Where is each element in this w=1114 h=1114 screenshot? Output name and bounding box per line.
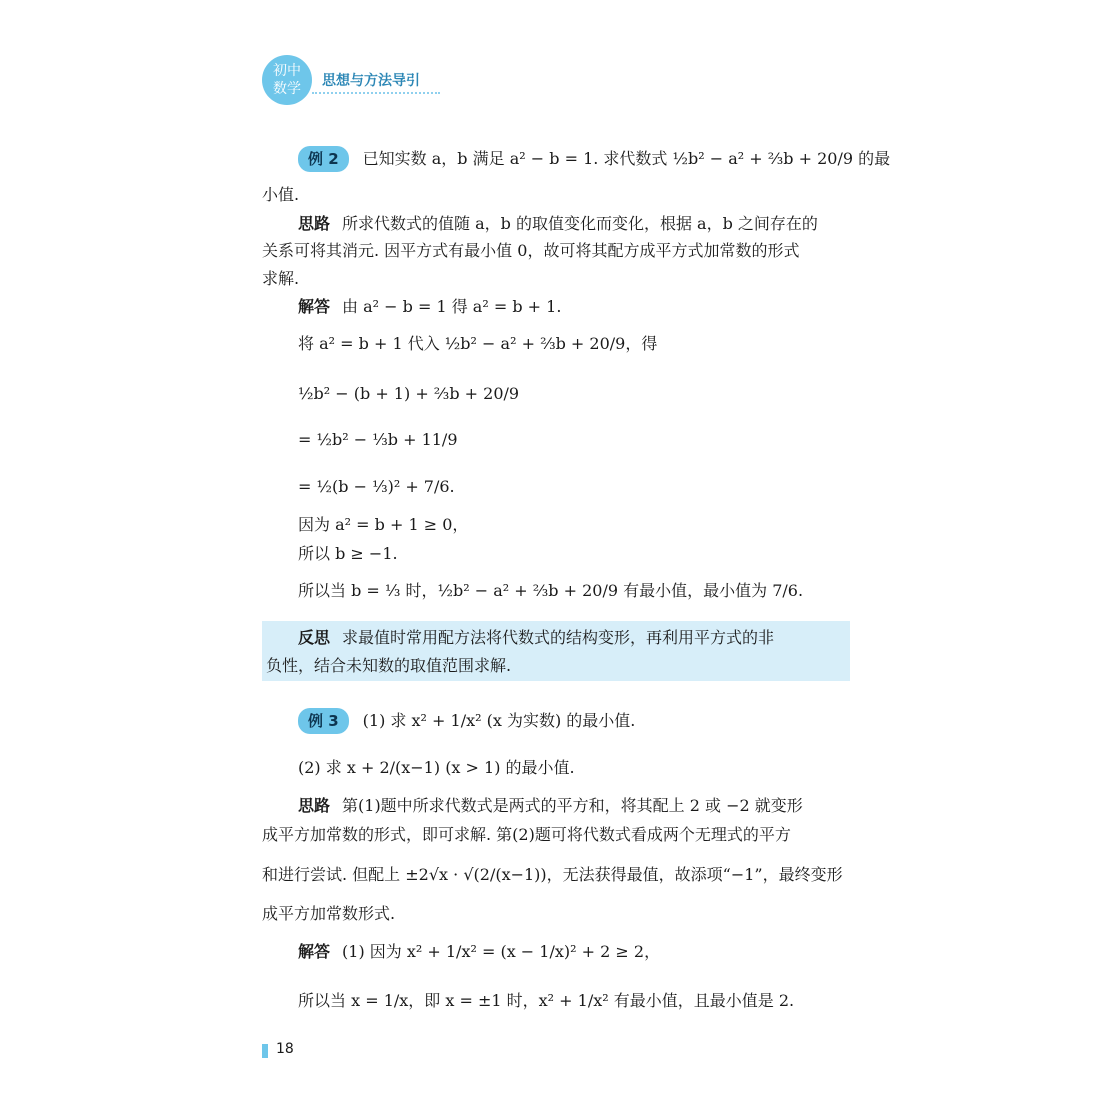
reflection-line2: 负性，结合未知数的取值范围求解. [266,656,512,675]
example-2-answer-line4: = ½b² − ⅓b + 11/9 [298,430,458,449]
example-2-answer-line2: 将 a² = b + 1 代入 ½b² − a² + ⅔b + 20/9，得 [298,334,658,353]
example-2-answer-line3: ½b² − (b + 1) + ⅔b + 20/9 [298,384,520,403]
example-2-answer-line7: 所以 b ≥ −1. [298,544,398,563]
example-2-question [298,146,890,172]
answer-label-2: 解答 [298,942,331,961]
example-2-answer-line1: 由 a² − b = 1 得 a² = b + 1. [342,297,562,316]
example-3-answer-line2: 所以当 x = 1/x，即 x = ±1 时，x² + 1/x² 有最小值，且最小值是 2. [298,991,795,1010]
idea-label-2: 思路 [298,796,331,815]
header-divider [312,92,440,94]
example-2-answer-line5: = ½(b − ⅓)² + 7/6. [298,477,455,496]
example-2-answer-line6: 因为 a² = b + 1 ≥ 0， [298,515,469,534]
example-3-idea-line2: 成平方加常数的形式，即可求解. 第(2)题可将代数式看成两个无理式的平方 [262,825,791,844]
example-2-tag: 例 2 [298,146,349,172]
example-3-question-line1: (1) 求 x² + 1/x² (x 为实数) 的最小值. [362,711,636,730]
example-3-idea [298,795,803,817]
example-2-idea-line3: 求解. [262,269,300,288]
example-3-answer [298,941,660,963]
page-number-marker [262,1044,268,1058]
example-3-question [298,708,635,734]
idea-label: 思路 [298,214,331,233]
example-2-idea-line1: 所求代数式的值随 a，b 的取值变化而变化，根据 a，b 之间存在的 [342,214,818,233]
example-3-idea-line4: 成平方加常数形式. [262,904,396,923]
badge-line-2: 数学 [273,81,301,97]
example-3-idea-line3: 和进行尝试. 但配上 ±2√x · √(2/(x−1))，无法获得最值，故添项“−1”，最终变形 [262,865,843,884]
chapter-badge [262,55,312,105]
example-2-question-line1: 已知实数 a，b 满足 a² − b = 1. 求代数式 ½b² − a² + ⅔b + 20/9 的最 [362,149,891,168]
example-3-answer-line1: (1) 因为 x² + 1/x² = (x − 1/x)² + 2 ≥ 2， [342,942,661,961]
reflection-line1-row [298,627,774,649]
example-3-tag: 例 3 [298,708,349,734]
page-number: 18 [276,1041,294,1057]
section-title: 思想与方法导引 [322,73,420,89]
badge-line-1: 初中 [273,63,301,79]
example-2-idea-line2: 关系可将其消元. 因平方式有最小值 0，故可将其配方成平方式加常数的形式 [262,241,800,260]
example-2-question-line2: 小值. [262,185,300,204]
answer-label: 解答 [298,297,331,316]
example-3-question-line2: (2) 求 x + 2/(x−1) (x > 1) 的最小值. [298,758,575,777]
reflection-label: 反思 [298,628,331,647]
example-2-answer [298,296,561,318]
example-2-answer-line8: 所以当 b = ⅓ 时，½b² − a² + ⅔b + 20/9 有最小值，最小值为 7/6. [298,581,804,600]
reflection-line1: 求最值时常用配方法将代数式的结构变形，再利用平方式的非 [342,628,775,647]
example-3-idea-line1: 第(1)题中所求代数式是两式的平方和，将其配上 2 或 −2 就变形 [342,796,803,815]
example-2-idea [298,213,818,235]
